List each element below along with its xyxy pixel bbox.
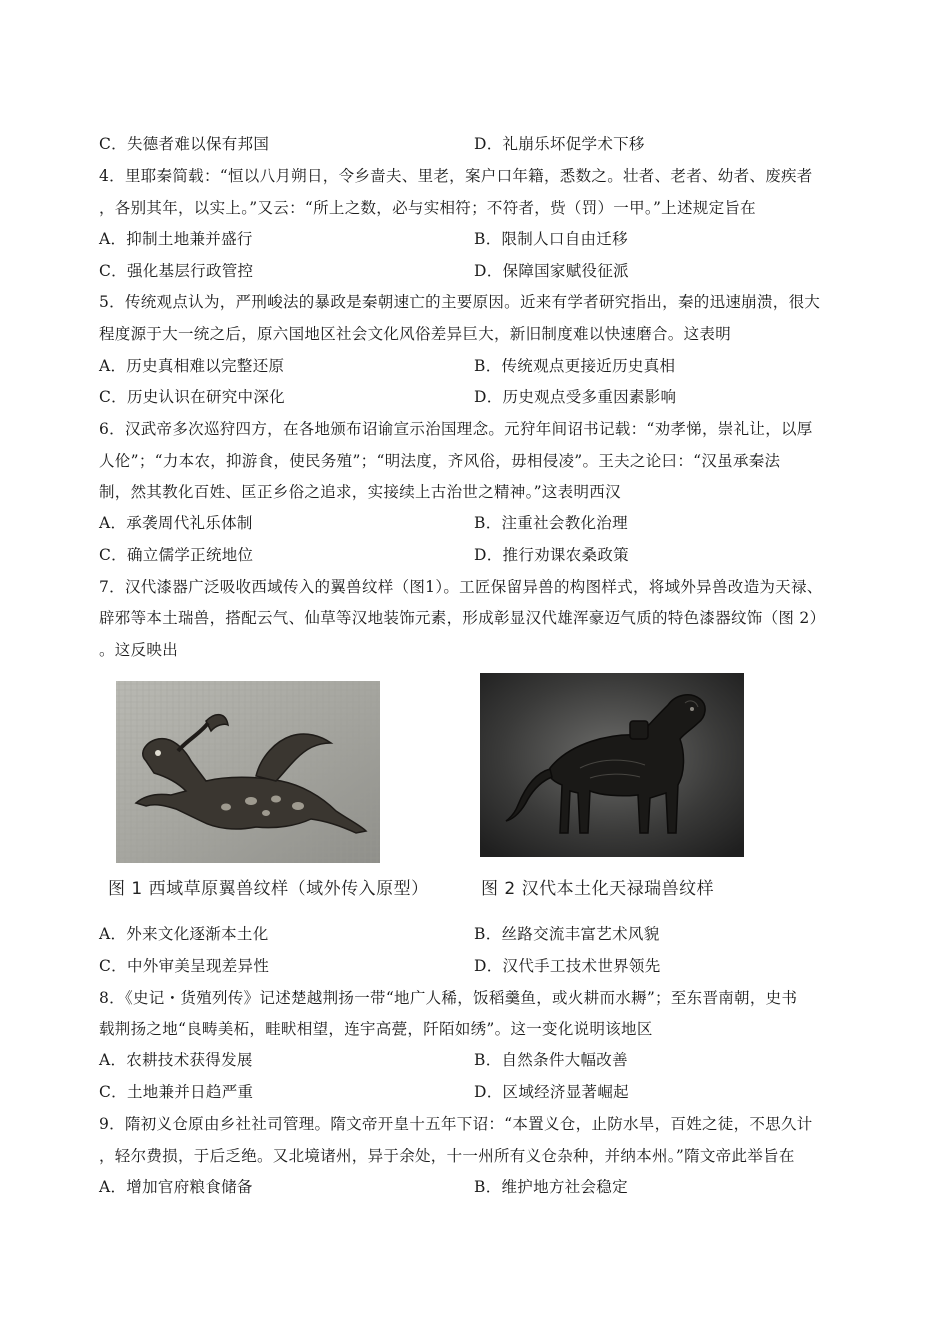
q5-stem-line2: 程度源于大一统之后，原六国地区社会文化风俗差异巨大，新旧制度难以快速磨合。这表明 bbox=[99, 325, 732, 343]
q7-option-c: C．中外审美呈现差异性 bbox=[99, 957, 270, 975]
q9-stem-line1: 9．隋初义仓原由乡社社司管理。隋文帝开皇十五年下诏：“本置义仓，止防水旱，百姓之徒，不思久计 bbox=[99, 1115, 813, 1133]
q3-option-d: D．礼崩乐坏促学术下移 bbox=[474, 135, 645, 153]
q6-option-c: C．确立儒学正统地位 bbox=[99, 546, 254, 564]
q5-option-c: C．历史认识在研究中深化 bbox=[99, 388, 285, 406]
q8-option-c: C．土地兼并日趋严重 bbox=[99, 1083, 254, 1101]
q4-stem-line1: 4．里耶秦简载：“恒以八月朔日，令乡啬夫、里老，案户口年籍，悉数之。壮者、老者、幼者、废疾者 bbox=[99, 167, 813, 185]
figure-2-tianlu-beast-image bbox=[480, 673, 744, 857]
q7-option-b: B．丝路交流丰富艺术风貌 bbox=[474, 925, 660, 943]
q8-option-a: A．农耕技术获得发展 bbox=[99, 1051, 253, 1069]
q6-option-d: D．推行劝课农桑政策 bbox=[474, 546, 629, 564]
q7-stem-line1: 7．汉代漆器广泛吸收西域传入的翼兽纹样（图1）。工匠保留异兽的构图样式，将域外异兽改造为天禄、 bbox=[99, 578, 823, 596]
q9-option-b: B．维护地方社会稳定 bbox=[474, 1178, 628, 1196]
q8-stem-line1: 8．《史记・货殖列传》记述楚越荆扬一带“地广人稀，饭稻羹鱼，或火耕而水耨”；至东晋南朝，史书 bbox=[99, 989, 798, 1007]
q4-stem-line2: ，各别其年，以实上。”又云：“所上之数，必与实相符；不符者，赀（罚）一甲。”上述规定旨在 bbox=[99, 199, 756, 217]
q3-option-c: C．失德者难以保有邦国 bbox=[99, 135, 270, 153]
q5-option-a: A．历史真相难以完整还原 bbox=[99, 357, 285, 375]
q4-option-c: C．强化基层行政管控 bbox=[99, 262, 254, 280]
q4-option-a: A．抑制土地兼并盛行 bbox=[99, 230, 253, 248]
q4-option-b: B．限制人口自由迁移 bbox=[474, 230, 628, 248]
figure-2-caption: 图 2 汉代本土化天禄瑞兽纹样 bbox=[481, 879, 715, 899]
q9-option-a: A．增加官府粮食储备 bbox=[99, 1178, 253, 1196]
q4-option-d: D．保障国家赋役征派 bbox=[474, 262, 629, 280]
q8-stem-line2: 载荆扬之地“良畴美柘，畦畎相望，连宇高甍，阡陌如绣”。这一变化说明该地区 bbox=[99, 1020, 653, 1038]
q7-stem-line3: 。这反映出 bbox=[99, 641, 179, 659]
q7-stem-line2: 辟邪等本土瑞兽，搭配云气、仙草等汉地装饰元素，形成彰显汉代雄浑豪迈气质的特色漆器纹饰（图 2） bbox=[99, 609, 826, 627]
q5-option-d: D．历史观点受多重因素影响 bbox=[474, 388, 677, 406]
q7-option-a: A．外来文化逐渐本土化 bbox=[99, 925, 269, 943]
q5-stem-line1: 5．传统观点认为，严刑峻法的暴政是秦朝速亡的主要原因。近来有学者研究指出，秦的迅速崩溃，很大 bbox=[99, 293, 821, 311]
figure-1-winged-beast-image bbox=[116, 681, 380, 863]
q8-option-b: B．自然条件大幅改善 bbox=[474, 1051, 628, 1069]
q6-option-a: A．承袭周代礼乐体制 bbox=[99, 514, 253, 532]
q6-stem-line2: 人伦”；“力本农，抑游食，使民务殖”；“明法度，齐风俗，毋相侵凌”。王夫之论曰：“汉虽承秦法 bbox=[99, 452, 781, 470]
q9-stem-line2: ，轻尔费损，于后乏绝。又北境诸州，异于余处，十一州所有义仓杂种，并纳本州。”隋文帝此举旨在 bbox=[99, 1147, 795, 1165]
q8-option-d: D．区域经济显著崛起 bbox=[474, 1083, 629, 1101]
figure-1-caption: 图 1 西域草原翼兽纹样（域外传入原型） bbox=[108, 879, 429, 899]
q6-stem-line3: 制，然其教化百姓、匡正乡俗之追求，实接续上古治世之精神。”这表明西汉 bbox=[99, 483, 621, 501]
q5-option-b: B．传统观点更接近历史真相 bbox=[474, 357, 676, 375]
q7-option-d: D．汉代手工技术世界领先 bbox=[474, 957, 661, 975]
q6-stem-line1: 6．汉武帝多次巡狩四方，在各地颁布诏谕宣示治国理念。元狩年间诏书记载：“劝孝悌，崇礼让，以厚 bbox=[99, 420, 813, 438]
q6-option-b: B．注重社会教化治理 bbox=[474, 514, 628, 532]
